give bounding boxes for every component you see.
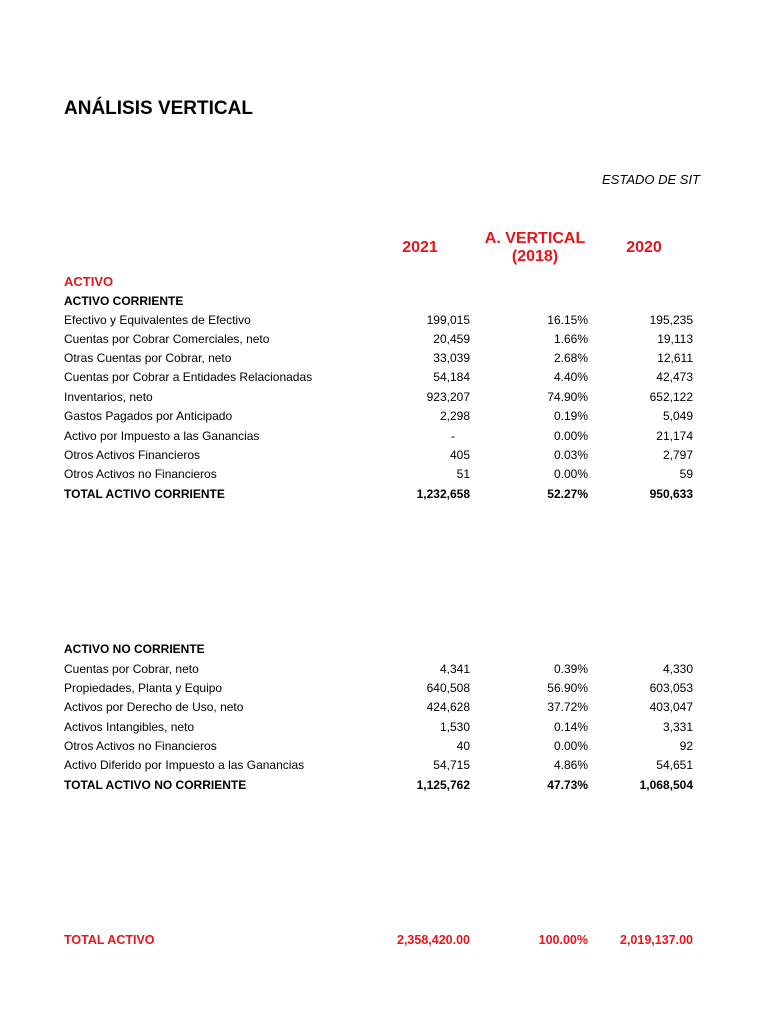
row-label: Cuentas por Cobrar Comerciales, neto [64, 332, 270, 346]
row-value-pct: 0.39% [553, 662, 588, 676]
column-header-vertical-line1: A. VERTICAL [484, 230, 586, 247]
row-value-2021: 54,715 [433, 758, 470, 772]
row-value-2021: 640,508 [426, 681, 470, 695]
table-row [0, 429, 768, 448]
table-row [0, 662, 768, 681]
row-value-2020: 42,473 [656, 370, 693, 384]
table-row [0, 370, 768, 389]
row-value-2021: 51 [456, 467, 470, 481]
row-label: Otras Cuentas por Cobrar, neto [64, 351, 232, 365]
row-value-2020: 403,047 [649, 700, 693, 714]
row-value-2020: 1,068,504 [639, 778, 693, 792]
row-label: Gastos Pagados por Anticipado [64, 409, 233, 423]
table-row [0, 313, 768, 332]
row-value-2020: 59 [679, 467, 693, 481]
row-value-2021: 1,125,762 [416, 778, 470, 792]
row-value-pct: 4.40% [553, 370, 588, 384]
row-label: Otros Activos Financieros [64, 448, 201, 462]
row-label: Activos Intangibles, neto [64, 720, 195, 734]
row-value-2020: 4,330 [662, 662, 693, 676]
row-value-2020: 195,235 [649, 313, 693, 327]
row-value-2021: 1,232,658 [416, 487, 470, 501]
row-label: Activo Diferido por Impuesto a las Ganancias [64, 758, 305, 772]
row-value-2021: 40 [456, 739, 470, 753]
row-value-pct: 0.19% [553, 409, 588, 423]
row-value-2020: 12,611 [657, 351, 693, 365]
row-value-2021: 1,530 [439, 720, 470, 734]
row-label: Activos por Derecho de Uso, neto [64, 700, 244, 714]
table-row [0, 448, 768, 467]
table-row [0, 720, 768, 739]
row-value-pct: 1.66% [553, 332, 588, 346]
section-heading-activo: ACTIVO [64, 274, 114, 289]
row-value-2021: 199,015 [426, 313, 470, 327]
row-label: Inventarios, neto [64, 390, 153, 404]
row-value-2021: 20,459 [433, 332, 470, 346]
row-value-2021: 424,628 [426, 700, 470, 714]
column-header-vertical [470, 230, 600, 266]
row-value-2020: 2,019,137.00 [620, 933, 693, 947]
row-value-pct: 52.27% [547, 487, 588, 501]
row-label: TOTAL ACTIVO NO CORRIENTE [64, 778, 247, 792]
table-row [0, 700, 768, 719]
row-label: Otros Activos no Financieros [64, 467, 217, 481]
statement-subtitle: ESTADO DE SIT [602, 172, 700, 187]
row-label: Propiedades, Planta y Equipo [64, 681, 223, 695]
table-row [0, 351, 768, 370]
row-value-pct: 56.90% [547, 681, 588, 695]
row-value-pct: 100.00% [538, 933, 588, 947]
row-label: TOTAL ACTIVO [64, 933, 155, 947]
table-row [0, 332, 768, 351]
row-value-2021: 54,184 [433, 370, 470, 384]
page-title: ANÁLISIS VERTICAL [64, 98, 253, 119]
row-value-2020: 21,174 [656, 429, 693, 443]
table-row [0, 467, 768, 486]
table-row [0, 681, 768, 700]
table-row [0, 739, 768, 758]
row-value-pct: 37.72% [547, 700, 588, 714]
row-value-pct: 0.00% [553, 467, 588, 481]
noncurrent-assets-heading: ACTIVO NO CORRIENTE [64, 642, 205, 656]
current-assets-heading: ACTIVO CORRIENTE [64, 294, 184, 308]
table-row [0, 409, 768, 428]
row-label: Cuentas por Cobrar a Entidades Relacionadas [64, 370, 313, 384]
row-value-2020: 2,797 [662, 448, 693, 462]
row-value-pct: 0.14% [553, 720, 588, 734]
row-label: Efectivo y Equivalentes de Efectivo [64, 313, 251, 327]
total-noncurrent-assets-row [0, 778, 768, 797]
column-header-vertical-line2: (2018) [511, 248, 559, 265]
total-assets-row [0, 933, 768, 952]
row-value-pct: 2.68% [553, 351, 588, 365]
row-label: Activo por Impuesto a las Ganancias [64, 429, 260, 443]
row-label: Otros Activos no Financieros [64, 739, 217, 753]
row-value-2021: - [451, 429, 455, 443]
row-value-2020: 19,113 [657, 332, 693, 346]
total-current-assets-row [0, 487, 768, 506]
row-value-2020: 603,053 [649, 681, 693, 695]
row-value-pct: 0.03% [553, 448, 588, 462]
row-label: TOTAL ACTIVO CORRIENTE [64, 487, 225, 501]
row-value-2020: 54,651 [656, 758, 693, 772]
table-row [0, 758, 768, 777]
row-value-2021: 405 [449, 448, 470, 462]
row-value-2020: 3,331 [662, 720, 693, 734]
row-value-2021: 33,039 [433, 351, 470, 365]
row-value-2021: 923,207 [426, 390, 470, 404]
row-value-pct: 47.73% [547, 778, 588, 792]
row-value-pct: 16.15% [547, 313, 588, 327]
row-value-pct: 4.86% [553, 758, 588, 772]
row-value-2021: 2,358,420.00 [397, 933, 470, 947]
row-value-2020: 5,049 [662, 409, 693, 423]
column-header-2021: 2021 [402, 239, 438, 256]
row-value-2021: 2,298 [439, 409, 470, 423]
row-value-pct: 0.00% [553, 739, 588, 753]
table-row [0, 390, 768, 409]
column-header-2020: 2020 [626, 239, 662, 256]
row-value-pct: 0.00% [553, 429, 588, 443]
row-value-2020: 92 [679, 739, 693, 753]
row-value-2020: 652,122 [649, 390, 693, 404]
row-value-2020: 950,633 [649, 487, 693, 501]
row-label: Cuentas por Cobrar, neto [64, 662, 199, 676]
row-value-pct: 74.90% [547, 390, 588, 404]
row-value-2021: 4,341 [439, 662, 470, 676]
